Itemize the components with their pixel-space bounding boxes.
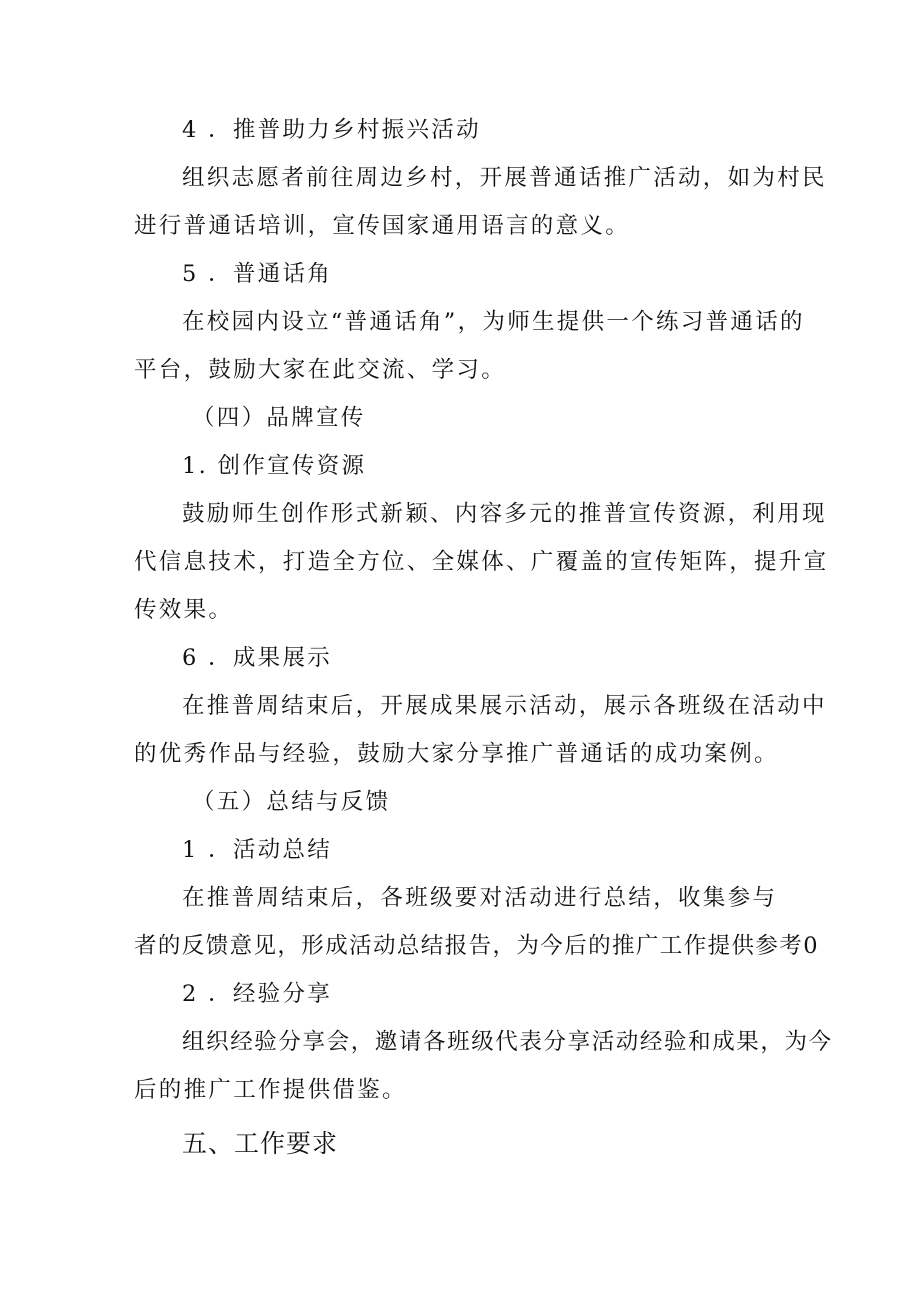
subsection-title-putonghua-corner: 5 ．普通话角 — [182, 261, 333, 287]
subsection-title-results-display: 6 ．成果展示 — [182, 645, 333, 671]
subsection-title-rural-revitalization: 4 ．推普助力乡村振兴活动 — [182, 117, 481, 143]
subsection-title-create-resources: 1. 创作宣传资源 — [182, 453, 367, 479]
subsection-title-activity-summary: 1 ．活动总结 — [182, 837, 333, 863]
section-title-summary-feedback: （五）总结与反馈 — [192, 789, 391, 815]
section-title-brand-promotion: （四）品牌宣传 — [192, 405, 366, 431]
paragraph-line: 鼓励师生创作形式新颖、内容多元的推普宣传资源，利用现 — [182, 501, 827, 527]
paragraph-line: 者的反馈意见，形成活动总结报告，为今后的推广工作提供参考0 — [134, 933, 819, 959]
subsection-title-experience-sharing: 2 ．经验分享 — [182, 981, 333, 1007]
paragraph-line: 在推普周结束后，开展成果展示活动，展示各班级在活动中 — [182, 693, 827, 719]
paragraph-line: 组织志愿者前往周边乡村，开展普通话推广活动，如为村民 — [182, 165, 827, 191]
section-heading-work-requirements: 五、工作要求 — [182, 1129, 339, 1158]
paragraph-line: 在校园内设立“普通话角”，为师生提供一个练习普通话的 — [182, 309, 805, 335]
paragraph-line: 代信息技术，打造全方位、全媒体、广覆盖的宣传矩阵，提升宣 — [134, 549, 829, 575]
paragraph-line: 的优秀作品与经验，鼓励大家分享推广普通话的成功案例。 — [134, 741, 779, 767]
paragraph-line: 平台，鼓励大家在此交流、学习。 — [134, 357, 507, 383]
paragraph-line: 后的推广工作提供借鉴。 — [134, 1077, 407, 1103]
paragraph-line: 传效果。 — [134, 597, 234, 623]
paragraph-line: 组织经验分享会，邀请各班级代表分享活动经验和成果，为今 — [182, 1029, 833, 1055]
paragraph-line: 进行普通话培训，宣传国家通用语言的意义。 — [134, 213, 631, 239]
paragraph-line: 在推普周结束后，各班级要对活动进行总结，收集参与 — [182, 885, 778, 911]
